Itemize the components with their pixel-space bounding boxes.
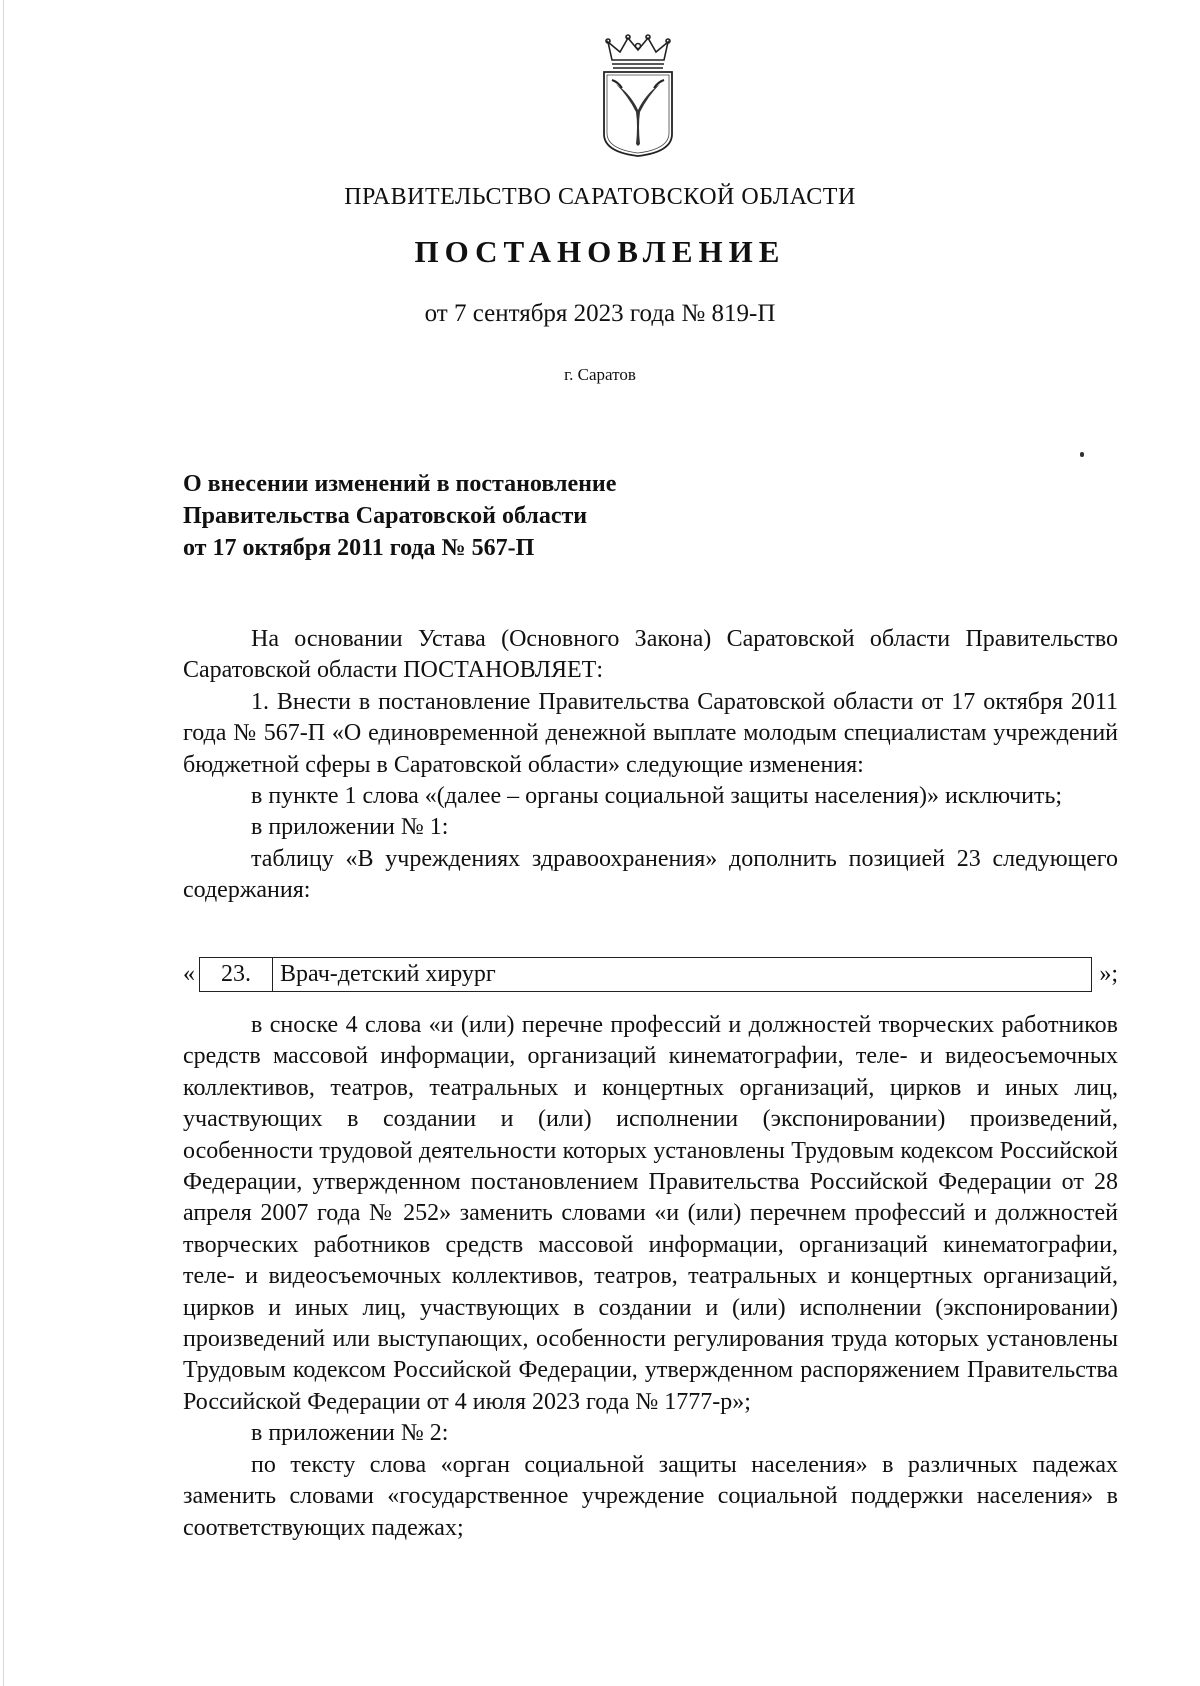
- subject-line: от 17 октября 2011 года № 567-П: [183, 535, 535, 561]
- table-row-box: [199, 957, 1092, 992]
- inserted-table-row: [183, 957, 1118, 993]
- document-subject: [183, 468, 616, 564]
- paragraph: На основании Устава (Основного Закона) Саратовской области Правительство Саратовской области ПОСТАНОВЛЯЕТ:: [183, 626, 1118, 684]
- paragraph: в приложении № 1:: [251, 814, 449, 841]
- subject-line: Правительства Саратовской области: [183, 503, 588, 529]
- paragraph: по тексту слова «орган социальной защиты населения» в различных падежах заменить словами «государственное учреждение социальной поддержки населения» в соответствующих падежах;: [183, 1451, 1118, 1541]
- document-date-number: от 7 сентября 2023 года № 819-П: [424, 300, 776, 327]
- table-cell-number: 23.: [200, 958, 273, 991]
- open-quote: «: [183, 961, 195, 987]
- paragraph: в сноске 4 слова «и (или) перечне профессий и должностей творческих работников средств массовой информации, организаций кинематографии, теле- и видеосъемочных коллективов, театров, театральных и концертных организаций, цирков и иных лиц, участвующих в создании и (или) исполнении (экспонировании) произведений, особенности трудовой деятельности которых установлены Трудовым кодексом Российской Федерации, утвержденном постановлением Правительства Российской Федерации от 28 апреля 2007 года № 252» заменить словами «и (или) перечнем профессий и должностей творческих работников средств массовой информации, организаций кинематографии, теле- и видеосъемочных коллективов, театров, театральных и концертных организаций, цирков и иных лиц, участвующих в создании и (или) исполнении (экспонировании) произведений или выступающих, особенности регулирования труда которых установлены Трудовым кодексом Российской Федерации, утвержденном распоряжением Правительства Российской Федерации от 4 июля 2023 года № 1777-р»;: [183, 1012, 1118, 1415]
- paragraph: таблицу «В учреждениях здравоохранения» дополнить позицией 23 следующего содержания:: [183, 845, 1118, 904]
- paragraph: в пункте 1 слова «(далее – органы социальной защиты населения)» исключить;: [251, 783, 1063, 810]
- table-cell-name: Врач-детский хирург: [280, 961, 496, 987]
- subject-line: О внесении изменений в постановление: [183, 471, 617, 497]
- paragraph: 1. Внести в постановление Правительства Саратовской области от 17 октября 2011 года № 567-П «О единовременной денежной выплате молодым специалистам учреждений бюджетной сферы в Саратовской области» следующие изменения:: [183, 688, 1118, 778]
- scan-speck: [1080, 452, 1084, 457]
- body-text-bottom: [183, 1010, 1118, 1544]
- body-text-top: [183, 624, 1118, 907]
- government-name: ПРАВИТЕЛЬСТВО САРАТОВСКОЙ ОБЛАСТИ: [344, 184, 856, 210]
- saratov-coat-of-arms-icon: [598, 34, 678, 158]
- paragraph: в приложении № 2:: [251, 1420, 449, 1447]
- document-type: ПОСТАНОВЛЕНИЕ: [414, 234, 786, 269]
- close-quote: »;: [1099, 961, 1118, 987]
- document-city: г. Саратов: [564, 365, 636, 384]
